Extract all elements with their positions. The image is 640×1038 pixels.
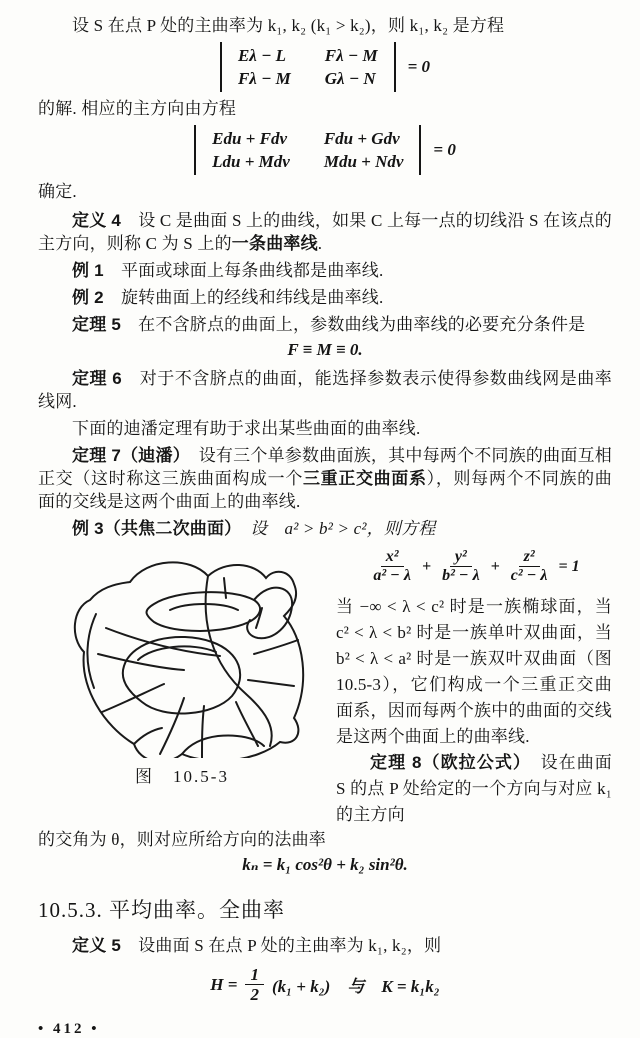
intro-paragraph: 设 S 在点 P 处的主曲率为 k₁, k₂ (k₁ > k₂)，则 k₁, k₂ 是方程 xyxy=(72,16,505,35)
theorem-7-pre: 设有三个单参数曲面族，其中每两个不同族的曲面互相正交（这时称这三族曲面构成一个 xyxy=(38,446,613,488)
plus-operator: + xyxy=(490,557,500,575)
fraction-z xyxy=(506,548,553,586)
determinant-bars xyxy=(220,42,396,92)
theorem-8-text: 设在曲面 S 的点 P 处给定的一个方向与对应 k₁ 的主方向 xyxy=(336,752,613,824)
figure-and-text-row xyxy=(38,546,612,828)
theorem-8 xyxy=(336,750,612,828)
equals-one: = 1 xyxy=(558,557,580,575)
equals-zero: = 0 xyxy=(433,140,456,159)
theorem-8-continuation: 的交角为 θ，则对应所给方向的法曲率 xyxy=(38,829,326,849)
lambda-ranges-paragraph: 当 −∞ < λ < c² 时是一族椭球面，当 c² < λ < b² 时是一族单叶双曲面，当 b² < λ < a² 时是一族双叶双曲面（图10.5-3），它们构成一个三重正交曲面系，因而每两个族中的曲面的交线是这两个曲面上的曲率线. xyxy=(336,596,612,746)
example-1-label: 例 1 xyxy=(72,261,104,280)
definition-4-label: 定义 4 xyxy=(72,211,121,230)
example-3 xyxy=(38,517,612,540)
matrix-cell: Mdu + Ndv xyxy=(323,152,404,171)
theorem-7-bold-term: 三重正交曲面系 xyxy=(302,469,427,488)
fraction-denominator: 2 xyxy=(250,985,259,1005)
formula-lhs: H = xyxy=(210,974,238,994)
theorem-6-text: 对于不含脐点的曲面，能选择参数表示使得参数曲线网是曲率线网. xyxy=(38,369,612,411)
definition-4-text: 设 C 是曲面 S 上的曲线，如果 C 上每一点的切线沿 S 在该点的主方向，则称 C 为 S 上的 xyxy=(38,211,612,253)
scanned-page xyxy=(38,14,612,1038)
definition-5 xyxy=(38,934,612,957)
matrix-cell: Eλ − L xyxy=(237,46,287,65)
theorem-5-formula: F ≡ M ≡ 0. xyxy=(287,340,363,359)
theorem-5 xyxy=(38,313,612,336)
confirm-paragraph: 确定. xyxy=(38,182,77,201)
definition-5-text: 设曲面 S 在点 P 处的主曲率为 k₁, k₂，则 xyxy=(120,935,442,955)
right-column xyxy=(336,546,612,828)
fraction-numerator: y² xyxy=(450,548,472,567)
definition-4-bold-term: 一条曲率线 xyxy=(231,234,318,253)
solution-paragraph: 的解. 相应的主方向由方程 xyxy=(38,99,237,118)
theorem-5-text: 在不含脐点的曲面上，参数曲线为曲率线的必要充分条件是 xyxy=(120,315,586,334)
matrix-cell: Gλ − N xyxy=(324,69,376,88)
euler-formula: kₙ = k₁ cos²θ + k₂ sin²θ. xyxy=(242,854,408,874)
example-1 xyxy=(38,259,612,282)
principal-curvature-determinant xyxy=(38,42,612,92)
example-1-text: 平面或球面上每条曲线都是曲率线. xyxy=(103,261,384,280)
theorem-8-label: 定理 8（欧拉公式） xyxy=(370,752,523,772)
definition-4-tail: . xyxy=(317,234,323,253)
matrix-cell: Ldu + Mdv xyxy=(212,152,290,171)
definition-5-label: 定义 5 xyxy=(72,935,121,955)
page-number: • 412 • xyxy=(38,1020,100,1037)
example-2-label: 例 2 xyxy=(72,288,104,307)
example-3-text: 设 a² > b² > c²，则方程 xyxy=(232,519,436,538)
theorem-7 xyxy=(38,444,612,513)
confocal-equation xyxy=(336,548,612,586)
example-2-text: 旋转曲面上的经线和纬线是曲率线. xyxy=(103,288,384,307)
definition-4 xyxy=(38,209,612,255)
matrix-cell: Fλ − M xyxy=(237,69,291,88)
theorem-7-label: 定理 7（迪潘） xyxy=(72,446,182,465)
matrix xyxy=(238,45,378,89)
one-half-fraction xyxy=(245,965,264,1005)
matrix xyxy=(212,128,403,172)
fraction-numerator: x² xyxy=(381,548,404,567)
fraction-denominator: b² − λ xyxy=(442,567,480,585)
fraction-x xyxy=(368,548,416,586)
figure-caption: 图 10.5-3 xyxy=(135,767,229,786)
matrix-cell: Fλ − M xyxy=(324,46,378,65)
figure-10-5-3 xyxy=(38,546,326,787)
theorem-5-label: 定理 5 xyxy=(72,315,121,334)
section-heading-10-5-3: 10.5.3. 平均曲率。全曲率 xyxy=(38,897,285,922)
matrix-cell: Fdu + Gdv xyxy=(323,129,400,148)
fraction-denominator: a² − λ xyxy=(373,567,411,585)
matrix-cell: Edu + Fdv xyxy=(212,129,288,148)
fraction-numerator: z² xyxy=(519,548,540,567)
theorem-6 xyxy=(38,367,612,413)
theorem-7-post: ），则每两个不同族的曲面的交线是这两个曲面上的曲率线. xyxy=(38,469,613,511)
formula-rhs: (k₁ + k₂) 与 K = k₁k₂ xyxy=(271,977,440,997)
principal-direction-determinant xyxy=(38,125,612,175)
example-2 xyxy=(38,286,612,309)
fraction-denominator: c² − λ xyxy=(510,567,548,585)
determinant-bars xyxy=(194,125,421,175)
equals-zero: = 0 xyxy=(407,57,431,76)
confocal-quadrics-figure xyxy=(38,546,326,758)
fraction-y xyxy=(437,548,485,586)
dupin-note: 下面的迪潘定理有助于求出某些曲面的曲率线. xyxy=(72,419,421,438)
mean-curvature-formula xyxy=(38,965,612,1005)
plus-operator: + xyxy=(421,557,432,575)
example-3-label: 例 3（共焦二次曲面） xyxy=(72,519,233,538)
fraction-numerator: 1 xyxy=(245,965,264,986)
theorem-6-label: 定理 6 xyxy=(72,369,122,388)
